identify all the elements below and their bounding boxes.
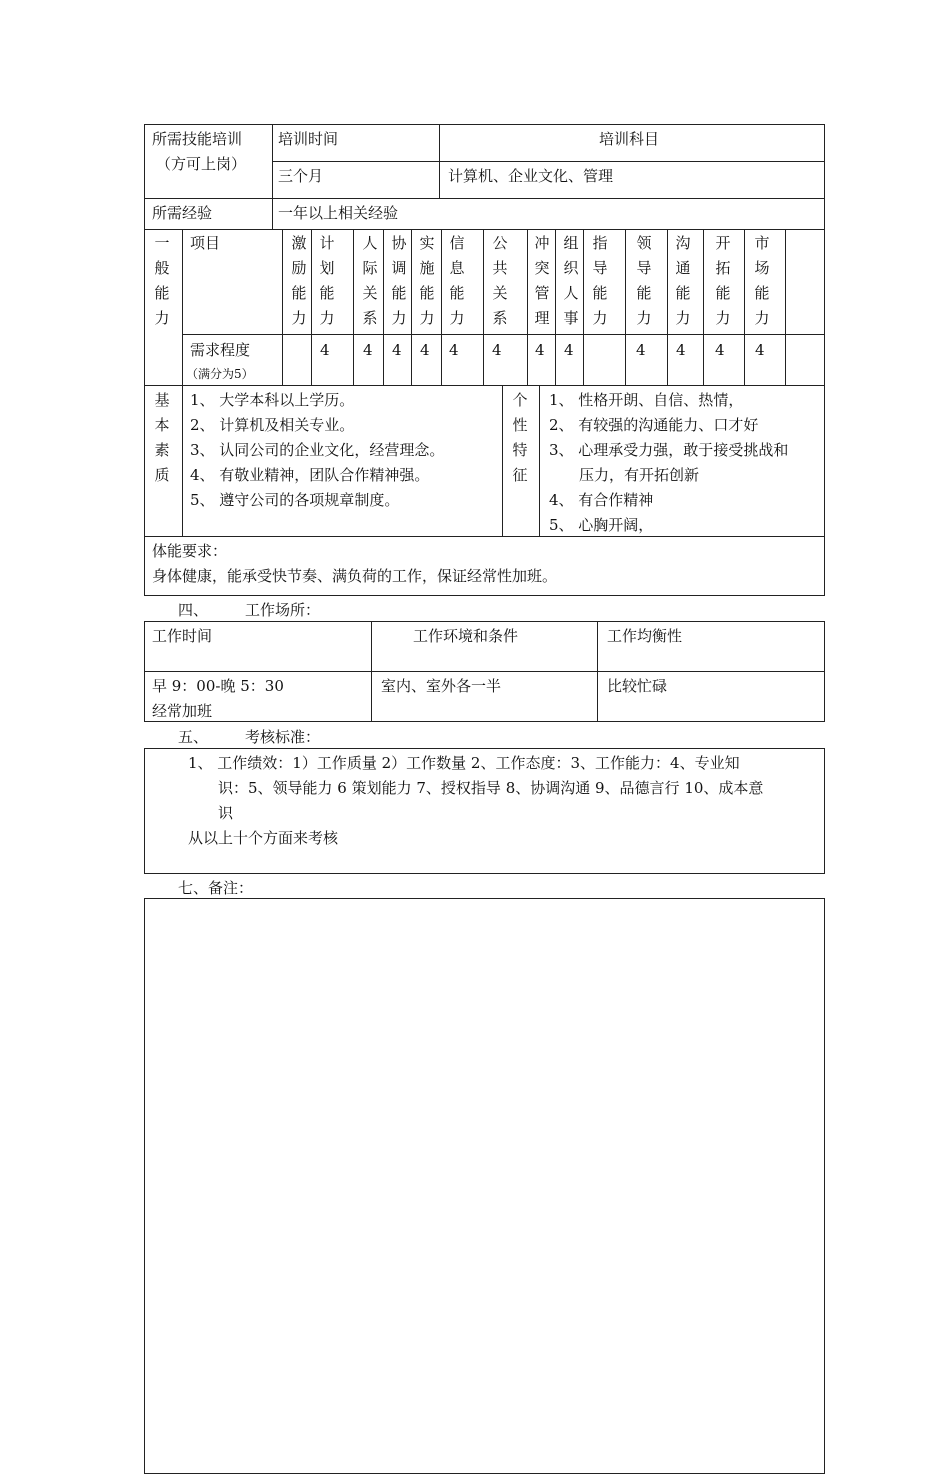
ability-score: 4 [535, 341, 545, 359]
ability-score: 4 [392, 341, 402, 359]
personality-item: 2、 有较强的沟通能力、口才好 [549, 416, 759, 434]
ability-score: 4 [715, 341, 725, 359]
ability-score: 4 [636, 341, 646, 359]
ability-column-name: 沟通能力 [675, 234, 691, 327]
remarks-box [144, 898, 825, 1474]
personality-item: 3、 心理承受力强，敢于接受挑战和 [549, 441, 789, 459]
ability-column-name: 计划能力 [319, 234, 335, 327]
basic-quality-item: 1、 大学本科以上学历。 [190, 391, 355, 409]
ability-column-name: 领导能力 [636, 234, 652, 327]
assessment-line: 识：5、领导能力 6 策划能力 7、授权指导 8、协调沟通 9、品德言行 10、成本意 [218, 779, 764, 797]
training-time-value: 三个月 [278, 167, 324, 185]
ability-score: 4 [420, 341, 430, 359]
ability-score: 4 [492, 341, 502, 359]
work-environment-header: 工作环境和条件 [413, 627, 519, 645]
work-balance-value: 比较忙碌 [607, 677, 668, 695]
basic-quality-item: 2、 计算机及相关专业。 [190, 416, 355, 434]
ability-column-name: 冲突管理 [534, 234, 550, 327]
personality-item: 1、 性格开朗、自信、热情， [549, 391, 744, 409]
personality-item: 压力，有开拓创新 [579, 466, 700, 484]
demand-note: （满分为5） [186, 367, 254, 381]
basic-quality-item: 5、 遵守公司的各项规章制度。 [190, 491, 400, 509]
personality-label: 个性特征 [512, 391, 528, 484]
remarks-heading: 七、备注： [178, 879, 254, 897]
workplace-heading-num: 四、 [178, 601, 209, 619]
basic-quality-label: 基本素质 [154, 391, 170, 484]
physical-label: 体能要求： [152, 542, 228, 560]
work-time-overtime: 经常加班 [152, 702, 213, 720]
personality-item: 4、 有合作精神 [549, 491, 654, 509]
ability-column-name: 信息能力 [449, 234, 465, 327]
physical-text: 身体健康，能承受快节奏、满负荷的工作，保证经常性加班。 [152, 567, 558, 585]
general-ability-label: 一般能力 [154, 234, 170, 327]
basic-quality-item: 4、 有敬业精神，团队合作精神强。 [190, 466, 430, 484]
assessment-summary: 从以上十个方面来考核 [188, 829, 339, 847]
experience-label: 所需经验 [152, 204, 213, 222]
ability-column-name: 实施能力 [419, 234, 435, 327]
ability-score: 4 [449, 341, 459, 359]
experience-value: 一年以上相关经验 [278, 204, 399, 222]
training-time-header: 培训时间 [278, 130, 339, 148]
assessment-line: 识 [218, 804, 234, 822]
ability-column-name: 公共关系 [492, 234, 508, 327]
ability-column-name: 人际关系 [362, 234, 378, 327]
ability-column-name: 激励能力 [291, 234, 307, 327]
personality-item: 5、 心胸开阔， [549, 516, 654, 534]
assessment-line: 1、 工作绩效：1）工作质量 2）工作数量 2、工作态度：3、工作能力：4、专业知 [188, 754, 740, 772]
ability-column-name: 指导能力 [592, 234, 608, 327]
work-environment-value: 室内、室外各一半 [381, 677, 502, 695]
item-header: 项目 [190, 234, 221, 252]
training-label-note: （方可上岗） [156, 155, 247, 173]
ability-column-name: 开拓能力 [715, 234, 731, 327]
ability-score: 4 [676, 341, 686, 359]
ability-column-name: 市场能力 [754, 234, 770, 327]
ability-column-name: 组织人事 [563, 234, 579, 327]
demand-label: 需求程度 [190, 341, 251, 359]
work-time-header: 工作时间 [152, 627, 213, 645]
training-subject-header: 培训科目 [599, 130, 660, 148]
work-balance-header: 工作均衡性 [607, 627, 683, 645]
ability-column-name: 协调能力 [391, 234, 407, 327]
ability-score: 4 [564, 341, 574, 359]
training-subjects-value: 计算机、企业文化、管理 [448, 167, 614, 185]
ability-score: 4 [363, 341, 373, 359]
workplace-heading: 工作场所： [245, 601, 321, 619]
assessment-heading-num: 五、 [178, 728, 209, 746]
assessment-heading: 考核标准： [245, 728, 321, 746]
training-label: 所需技能培训 [152, 130, 243, 148]
work-time-value: 早 9：00-晚 5：30 [152, 677, 284, 695]
basic-quality-item: 3、 认同公司的企业文化，经营理念。 [190, 441, 445, 459]
ability-score: 4 [320, 341, 330, 359]
ability-score: 4 [755, 341, 765, 359]
